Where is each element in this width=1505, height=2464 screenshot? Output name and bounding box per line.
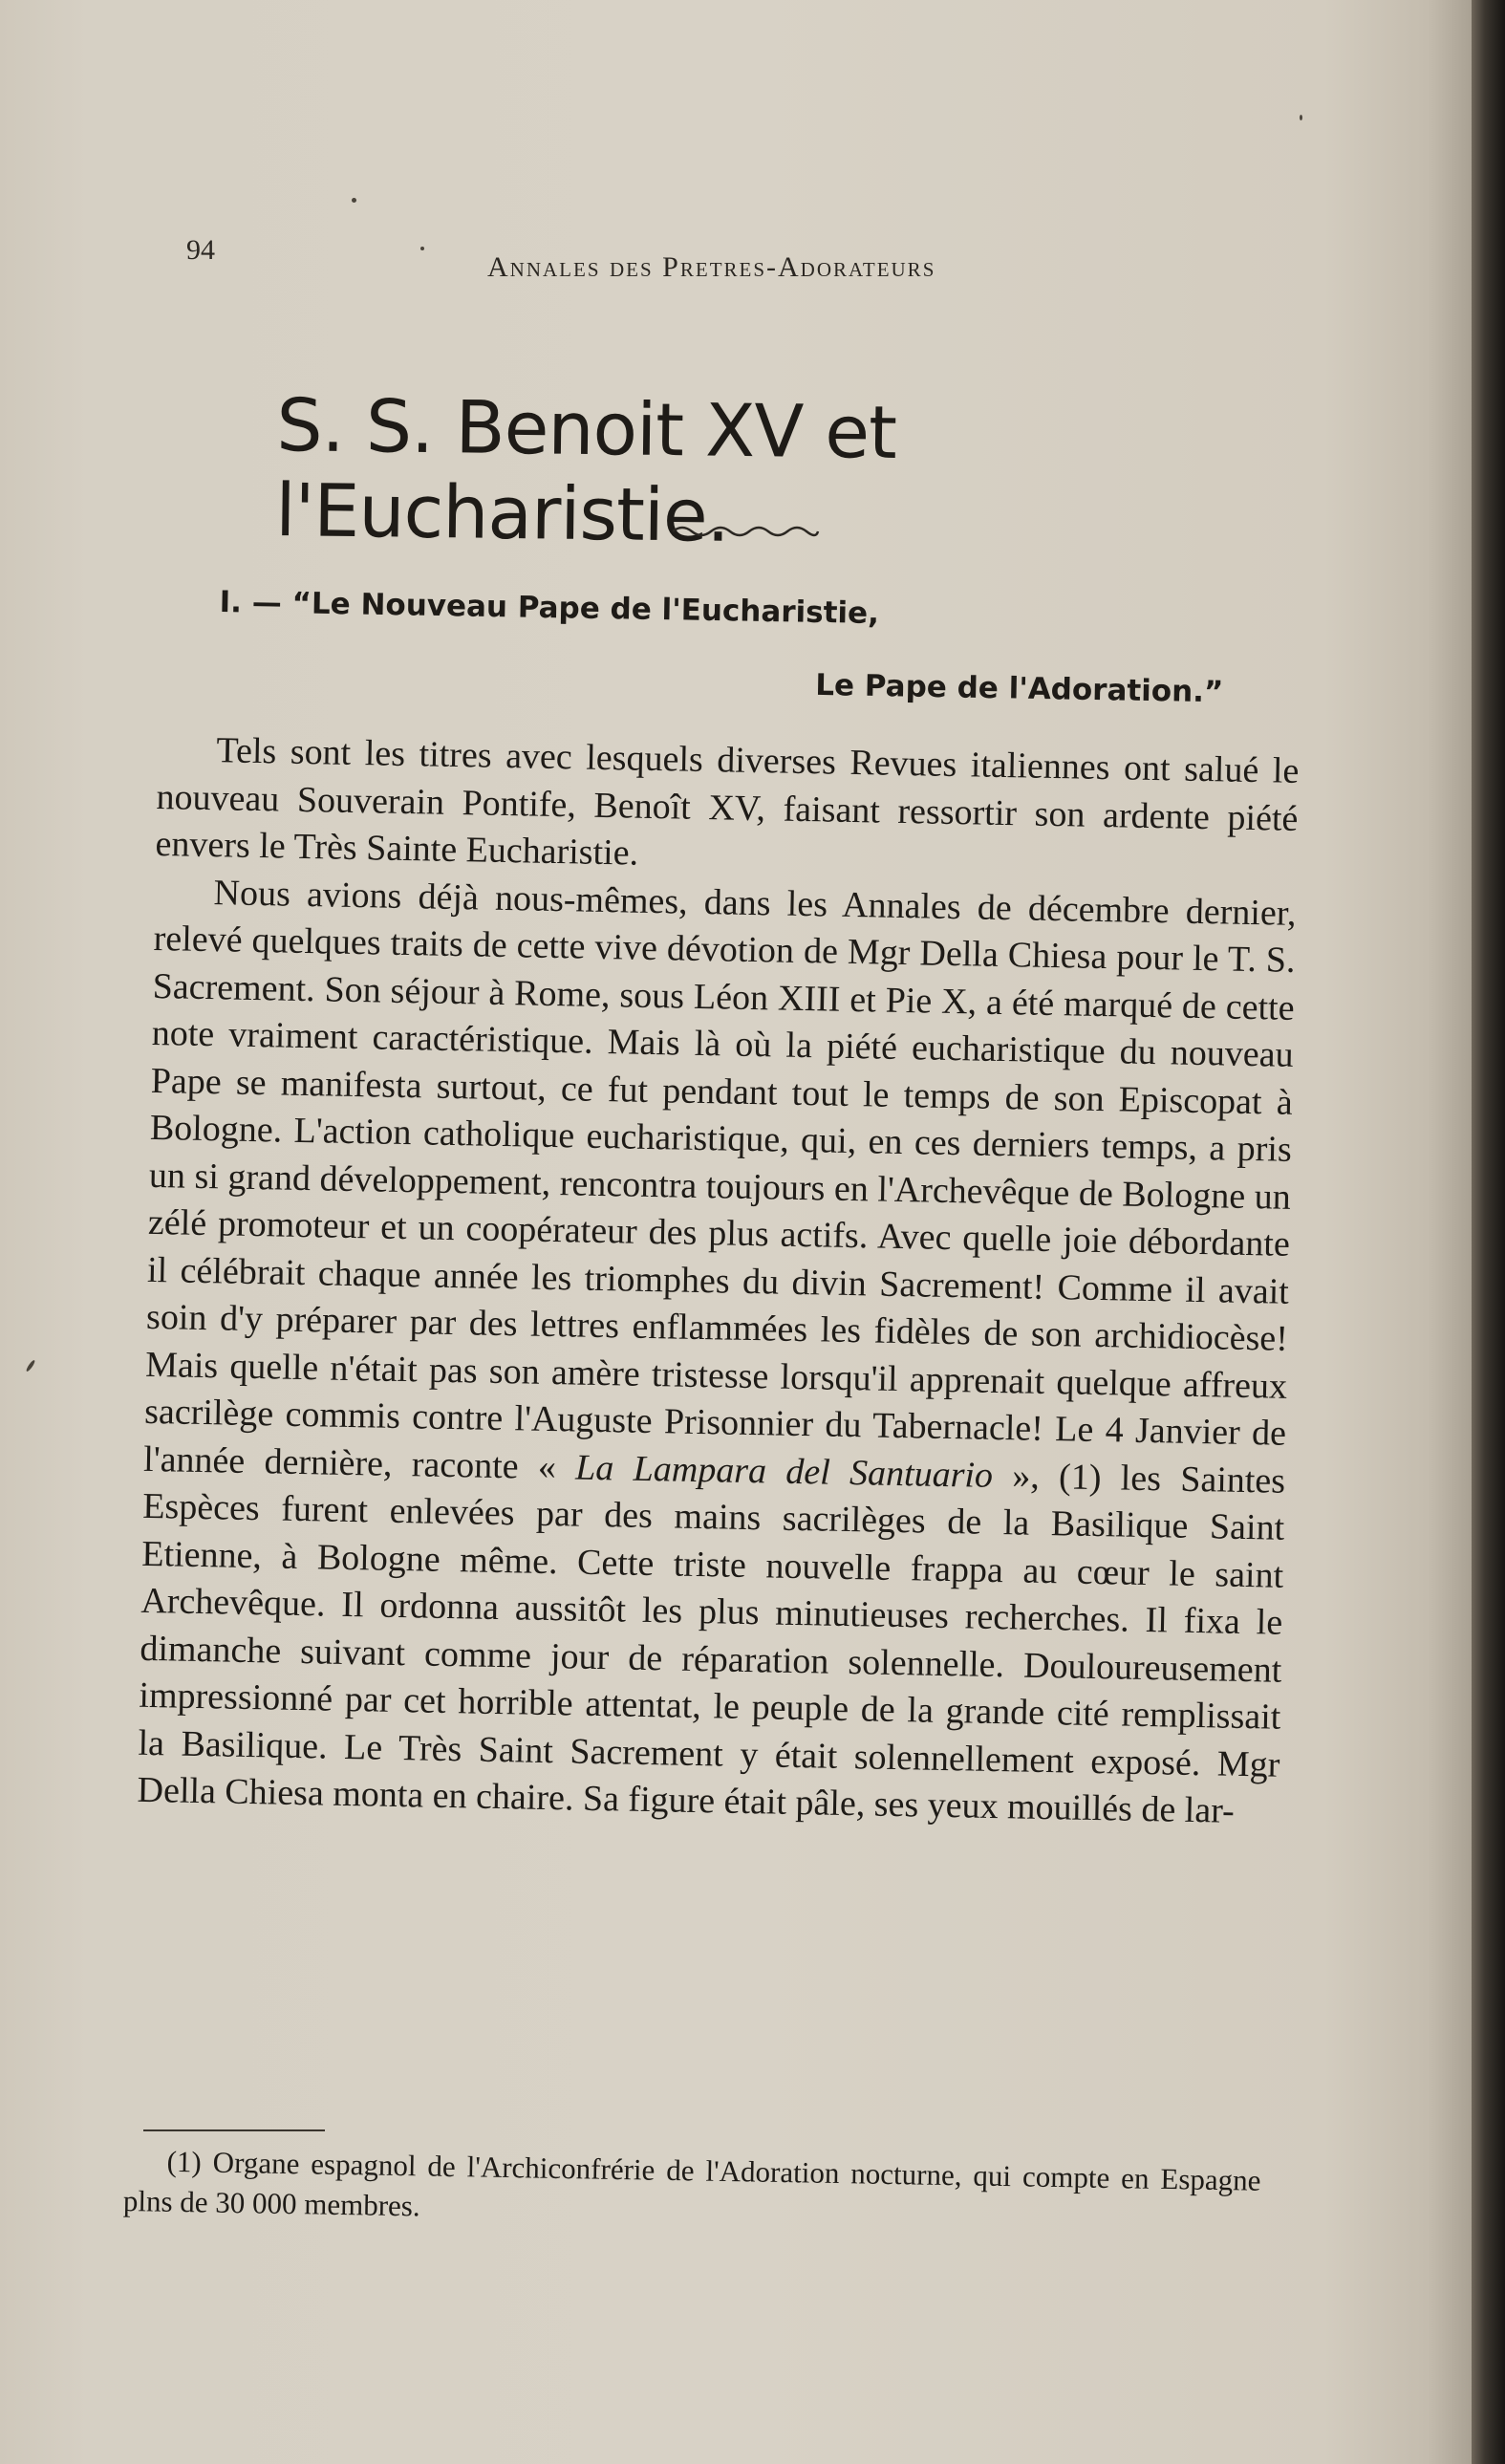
- section-heading-line1: I. — “Le Nouveau Pape de l'Eucharistie,: [219, 585, 880, 632]
- wavy-ornament-icon: [669, 516, 822, 545]
- paragraph-2: [137, 868, 1297, 1836]
- binding-shadow: [1472, 0, 1505, 2464]
- paper-speck: [420, 247, 424, 250]
- paper-speck: [25, 1359, 35, 1372]
- journal-title: La Lampara del Santuario: [574, 1447, 994, 1496]
- paragraph-2-text-a: Nous avions déjà nous-mêmes, dans les Annales de décembre dernier, relevé quelques traits de cette vive dévotion de Mgr Della Chiesa pour le T. S. Sacrement. Son séjour à Rome, sous Léon XIII et Pie X, a été marqué de cette note vraiment caractéristique. Mais là où la piété eucharistique du nouveau Pape se manifesta surtout, ce fut pendant tout le temps de son Episcopat à Bologne. L'action catholique eucharistique, qui, en ces derniers temps, a pris un si grand développement, rencontra toujours en l'Archevêque de Bologne un zélé promoteur et un coopérateur des plus actifs. Avec quelle joie débordante il célébrait chaque année les triomphes du divin Sacrement! Comme il avait soin d'y préparer par des lettres enflammées les fidèles de son archidiocèse! Mais quelle n'était pas son amère tristesse lorsqu'il apprenait quelque affreux sacrilège commis contre l'Auguste Prisonnier du Tabernacle! Le 4 Janvier de l'année dernière, raconte «: [142, 872, 1297, 1487]
- section-heading: [219, 585, 1232, 710]
- page-number: 94: [186, 234, 215, 266]
- footnote: (1) Organe espagnol de l'Archiconfrérie de l'Adoration nocturne, qui compte en Espagne plns de 30 000 membres.: [122, 2144, 1261, 2223]
- article-title: S. S. Benoit XV et l'Eucharistie.: [274, 382, 897, 558]
- article-body: [137, 726, 1300, 1836]
- paragraph-2-text-b: », (1) les Saintes Espèces furent enlevées par des mains sacrilèges de la Basilique Saint Etienne, à Bologne même. Cette triste nouvelle frappa au cœur le saint Archevêque. Il ordonna aussitôt les plus minutieuses recherches. Il fixa le dimanche suivant comme jour de réparation solennelle. Douloureusement impressionné par cet horrible attentat, le peuple de la grande cité remplissait la Basilique. Le Très Saint Sacrement y était solennellement exposé. Mgr Della Chiesa monta en chaire. Sa figure était pâle, ses yeux mouillés de lar-: [137, 1455, 1286, 1831]
- paper-speck: [352, 198, 356, 203]
- footnote-divider: [143, 2129, 325, 2131]
- running-title: Annales des Pretres-Adorateurs: [487, 251, 936, 283]
- running-head: [186, 234, 1142, 282]
- section-heading-line2: Le Pape de l'Adoration.”: [814, 667, 1224, 710]
- paragraph-1: Tels sont les titres avec lesquels diverses Revues italiennes ont salué le nouveau Souverain Pontife, Benoît XV, faisant ressortir son ardente piété envers le Très Sainte Eucharistie.: [155, 730, 1300, 874]
- paper-speck: [1300, 115, 1302, 120]
